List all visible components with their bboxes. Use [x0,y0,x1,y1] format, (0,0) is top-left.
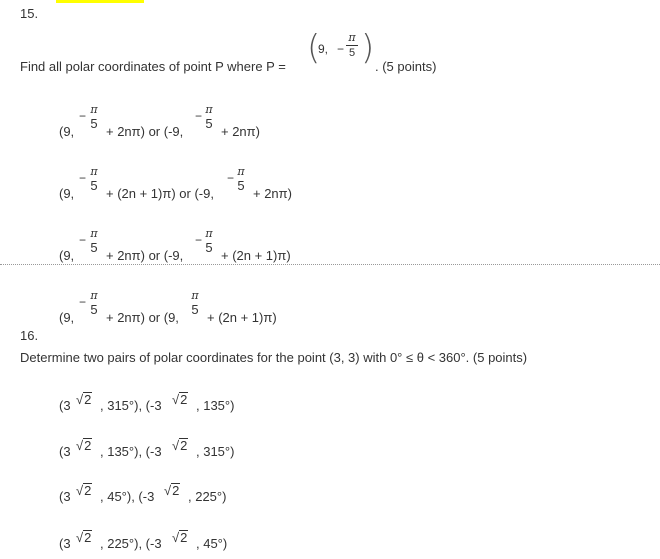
sqrt-radicand-2: 2 [180,438,188,453]
sqrt-symbol-1: √2 [76,438,92,453]
highlight-mark [56,0,144,3]
option-fraction-a [88,228,100,254]
option-open: (3 [59,444,71,459]
sqrt-symbol-2: √2 [172,438,188,453]
option-rest-a: + 2nπ) or (9, [106,310,179,325]
fraction-a-num: π [90,103,98,116]
sqrt-symbol-1: √2 [76,530,92,545]
option-fraction-b [235,166,247,192]
option-angle-2: , 315°) [196,444,235,459]
sqrt-radicand-2: 2 [180,530,188,545]
option-open: (3 [59,398,71,413]
fraction-a-num: π [90,165,98,178]
question-15-number: 15. [20,6,39,21]
sqrt-radicand-2: 2 [180,392,188,407]
fraction-b-den: 5 [191,302,199,317]
point-fraction-num: π [348,31,356,44]
option-rest-b: + (2n + 1)π) [207,310,277,325]
sqrt-radicand-1: 2 [84,392,92,407]
option-angle-2: , 225°) [188,489,227,504]
option-angle-1: , 315°), (-3 [100,398,162,413]
option-fraction-b [189,290,201,316]
option-rest-b: + (2n + 1)π) [221,248,291,263]
sqrt-radicand-1: 2 [84,530,92,545]
fraction-a-den: 5 [90,240,98,255]
fraction-b-den: 5 [205,116,213,131]
point-fraction-den: 5 [348,47,356,59]
option-neg-b: − [227,171,235,185]
option-neg-a: − [79,109,87,123]
question-15-prompt: Find all polar coordinates of point P where P = [20,59,286,74]
option-fraction-b [203,104,215,130]
fraction-a-den: 5 [90,302,98,317]
fraction-a-den: 5 [90,178,98,193]
sqrt-symbol-2: √2 [164,483,180,498]
sqrt-symbol-1: √2 [76,392,92,407]
option-open: (9, [59,248,75,263]
option-neg-a: − [79,233,87,247]
option-fraction-a [88,290,100,316]
option-angle-1: , 45°), (-3 [100,489,155,504]
option-rest-a: + (2n + 1)π) or (-9, [106,186,214,201]
option-neg-a: − [79,295,87,309]
fraction-b-den: 5 [237,178,245,193]
option-neg-b: − [195,233,203,247]
option-open: (3 [59,489,71,504]
option-rest-b: + 2nπ) [221,124,260,139]
option-rest-b: + 2nπ) [253,186,292,201]
option-open: (3 [59,536,71,551]
fraction-a-den: 5 [90,116,98,131]
option-fraction-a [88,104,100,130]
fraction-b-num: π [191,289,199,302]
sqrt-symbol-2: √2 [172,392,188,407]
point-fraction [346,32,358,59]
fraction-b-num: π [205,103,213,116]
option-rest-a: + 2nπ) or (-9, [106,124,184,139]
option-neg-b: − [195,109,203,123]
option-angle-1: , 135°), (-3 [100,444,162,459]
option-angle-2: , 135°) [196,398,235,413]
option-open: (9, [59,310,75,325]
fraction-b-den: 5 [205,240,213,255]
option-fraction-b [203,228,215,254]
sqrt-symbol-1: √2 [76,483,92,498]
question-15-points: . (5 points) [375,59,437,74]
option-rest-a: + 2nπ) or (-9, [106,248,184,263]
fraction-b-num: π [205,227,213,240]
option-open: (9, [59,124,75,139]
separator-line [0,264,660,265]
point-r: 9, [318,42,329,56]
option-fraction-a [88,166,100,192]
option-angle-1: , 225°), (-3 [100,536,162,551]
fraction-a-num: π [90,227,98,240]
question-16-prompt: Determine two pairs of polar coordinates for the point (3, 3) with 0° ≤ θ < 360°. (5 points) [20,350,528,365]
fraction-b-num: π [237,165,245,178]
question-16-number: 16. [20,328,39,343]
sqrt-radicand-2: 2 [172,483,180,498]
sqrt-radicand-1: 2 [84,438,92,453]
option-neg-a: − [79,171,87,185]
option-angle-2: , 45°) [196,536,228,551]
sqrt-radicand-1: 2 [84,483,92,498]
option-open: (9, [59,186,75,201]
fraction-a-num: π [90,289,98,302]
sqrt-symbol-2: √2 [172,530,188,545]
